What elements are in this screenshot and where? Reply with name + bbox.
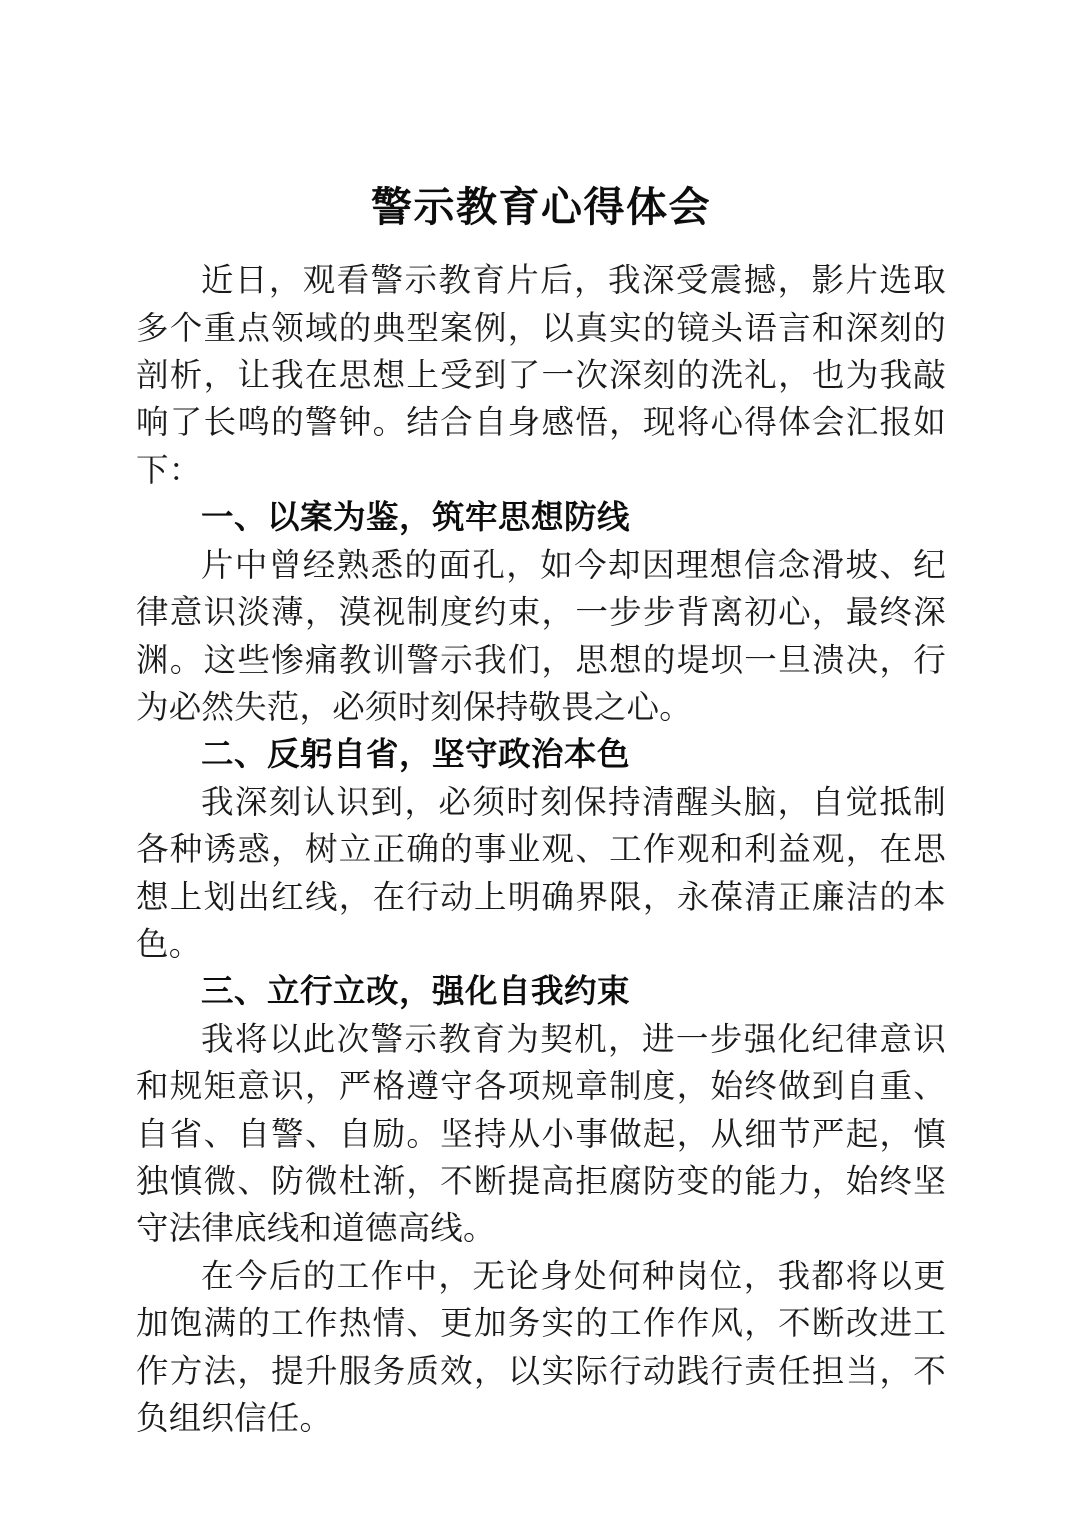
section-heading-1: 一、以案为鉴，筑牢思想防线	[201, 498, 631, 537]
page-title: 警示教育心得体会	[371, 183, 711, 231]
intro-paragraph: 近日，观看警示教育片后，我深受震撼，影片选取多个重点领域的典型案例，以真实的镜头语言和深刻的剖析，让我在思想上受到了一次深刻的洗礼，也为我敲响了长鸣的警钟。结合自身感悟，现将心得体会汇报如下：	[136, 261, 946, 489]
closing-paragraph: 在今后的工作中，无论身处何种岗位，我都将以更加饱满的工作热情、更加务实的工作作风，不断改进工作方法，提升服务质效，以实际行动践行责任担当，不负组织信任。	[136, 1256, 946, 1437]
section-3-body: 我将以此次警示教育为契机，进一步强化纪律意识和规矩意识，严格遵守各项规章制度，始终做到自重、自省、自警、自励。坚持从小事做起，从细节严起，慎独慎微、防微杜渐，不断提高拒腐防变的能力，始终坚守法律底线和道德高线。	[136, 1019, 946, 1248]
section-heading-2: 二、反躬自省，坚守政治本色	[201, 735, 631, 774]
section-2-body: 我深刻认识到，必须时刻保持清醒头脑，自觉抵制各种诱惑，树立正确的事业观、工作观和利益观，在思想上划出红线，在行动上明确界限，永葆清正廉洁的本色。	[136, 782, 946, 963]
section-heading-3: 三、立行立改，强化自我约束	[201, 972, 631, 1011]
section-1-body: 片中曾经熟悉的面孔，如今却因理想信念滑坡、纪律意识淡薄，漠视制度约束，一步步背离初心，最终深渊。这些惨痛教训警示我们，思想的堤坝一旦溃决，行为必然失范，必须时刻保持敬畏之心。	[136, 545, 946, 726]
title-spacer	[136, 233, 946, 257]
document-content	[136, 0, 946, 1442]
document-body	[136, 257, 946, 1442]
